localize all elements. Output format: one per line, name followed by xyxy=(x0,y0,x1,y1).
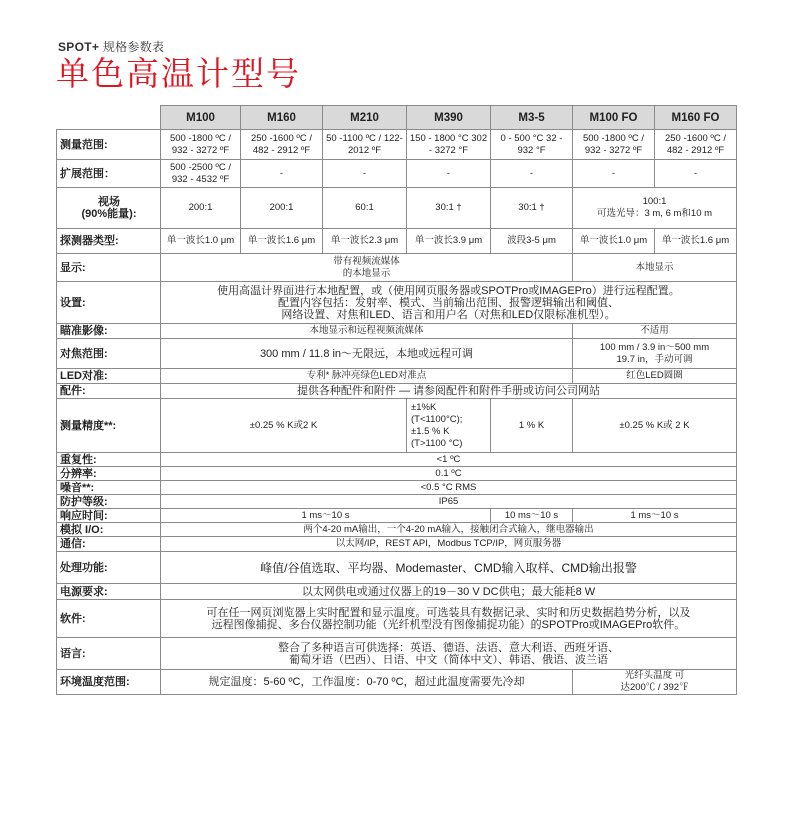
table-cell: 单一波长2.3 μm xyxy=(323,229,407,254)
table-row xyxy=(57,229,737,254)
table-cell xyxy=(573,188,737,229)
table-cell: 60:1 xyxy=(323,188,407,229)
cell-line: 可在任一网页浏览器上实时配置和显示温度。可选装具有数据记录、实时和历史数据趋势分析，以及 xyxy=(206,606,691,619)
table-cell: 500 -1800 ºC / 932 - 3272 ºF xyxy=(573,130,655,160)
row-label-line: 视场 xyxy=(98,196,120,208)
row-label: 重复性: xyxy=(57,453,161,467)
table-row xyxy=(57,537,737,552)
table-row xyxy=(57,467,737,481)
header-blank xyxy=(57,106,161,130)
table-row xyxy=(57,324,737,339)
table-cell: 波段3-5 μm xyxy=(491,229,573,254)
cell-line: ±1.5 % K xyxy=(411,425,450,437)
table-cell: 200:1 xyxy=(161,188,241,229)
table-row xyxy=(57,523,737,537)
table-cell: - xyxy=(241,160,323,188)
model-header: M100 xyxy=(161,106,241,130)
table-row xyxy=(57,638,737,670)
table-cell: - xyxy=(491,160,573,188)
table-cell: 单一波长1.6 μm xyxy=(655,229,737,254)
row-label: 探测器类型: xyxy=(57,229,161,254)
table-cell: 500 -1800 ºC / 932 - 3272 ºF xyxy=(161,130,241,160)
table-cell: 300 mm / 11.8 in～无限远，本地或远程可调 xyxy=(161,339,573,369)
table-cell: 红色LED圆圈 xyxy=(573,369,737,384)
table-row xyxy=(57,160,737,188)
table-cell: 单一波长1.0 μm xyxy=(161,229,241,254)
table-cell: <0.5 °C RMS xyxy=(161,481,737,495)
table-row xyxy=(57,552,737,584)
table-cell: 不适用 xyxy=(573,324,737,339)
row-label: 模拟 I/O: xyxy=(57,523,161,537)
cell-line: 远程图像捕捉、多台仪器控制功能（光纤机型没有图像捕捉功能）的SPOTPro或IMAGEPro软件。 xyxy=(211,618,686,631)
table-cell xyxy=(161,638,737,670)
table-row xyxy=(57,399,737,453)
row-label: 分辨率: xyxy=(57,467,161,481)
row-label: 测量精度**: xyxy=(57,399,161,453)
table-row xyxy=(57,481,737,495)
table-cell xyxy=(573,339,737,369)
table-cell: IP65 xyxy=(161,495,737,509)
row-label: 响应时间: xyxy=(57,509,161,523)
row-label: 噪音**: xyxy=(57,481,161,495)
row-label: LED对准: xyxy=(57,369,161,384)
row-label: 环境温度范围: xyxy=(57,670,161,695)
table-cell: 50 -1100 ºC / 122-2012 ºF xyxy=(323,130,407,160)
table-row xyxy=(57,495,737,509)
table-cell: 专利* 脉冲亮绿色LED对准点 xyxy=(161,369,573,384)
table-row xyxy=(57,369,737,384)
table-row xyxy=(57,453,737,467)
row-label: 电源要求: xyxy=(57,584,161,600)
table-cell: 1 ms～10 s xyxy=(161,509,491,523)
cell-line: 网络设置、对焦和LED、语言和用户名（对焦和LED仅限标准机型）。 xyxy=(281,308,616,321)
table-cell: 单一波长3.9 μm xyxy=(407,229,491,254)
row-label: 显示: xyxy=(57,254,161,282)
row-label xyxy=(57,188,161,229)
table-cell: 单一波长1.6 μm xyxy=(241,229,323,254)
model-header: M390 xyxy=(407,106,491,130)
table-cell: ±0.25 % K或 2 K xyxy=(573,399,737,453)
row-label: 软件: xyxy=(57,600,161,638)
cell-line: 的本地显示 xyxy=(342,267,391,279)
table-cell: - xyxy=(655,160,737,188)
table-cell: 两个4-20 mA输出，一个4-20 mA输入，接触闭合式输入，继电器输出 xyxy=(161,523,737,537)
row-label: 测量范围: xyxy=(57,130,161,160)
table-row xyxy=(57,384,737,399)
table-cell: 单一波长1.0 μm xyxy=(573,229,655,254)
cell-line: 达200℃ / 392℉ xyxy=(620,682,689,693)
cell-line: 100 mm / 3.9 in～500 mm xyxy=(599,341,710,353)
table-cell: 0 - 500 °C 32 - 932 °F xyxy=(491,130,573,160)
table-cell: 30:1 † xyxy=(491,188,573,229)
table-cell xyxy=(161,282,737,324)
table-cell: 250 -1600 ºC / 482 - 2912 ºF xyxy=(241,130,323,160)
cell-line: 葡萄牙语（巴西）、日语、中文（简体中文）、韩语、俄语、波兰语 xyxy=(289,653,608,666)
table-row xyxy=(57,509,737,523)
model-header-row xyxy=(57,106,737,130)
table-cell: 500 -2500 ºC / 932 - 4532 ºF xyxy=(161,160,241,188)
table-cell: 0.1 ºC xyxy=(161,467,737,481)
table-cell: 150 - 1800 °C 302 - 3272 °F xyxy=(407,130,491,160)
row-label: 瞄准影像: xyxy=(57,324,161,339)
table-cell: - xyxy=(573,160,655,188)
row-label: 处理功能: xyxy=(57,552,161,584)
table-cell: <1 ºC xyxy=(161,453,737,467)
table-cell: - xyxy=(323,160,407,188)
model-header: M100 FO xyxy=(573,106,655,130)
table-cell: 30:1 † xyxy=(407,188,491,229)
table-cell xyxy=(161,254,573,282)
table-row xyxy=(57,130,737,160)
table-cell: 以太网供电或通过仪器上的19－30 V DC供电；最大能耗8 W xyxy=(161,584,737,600)
table-cell: 本地显示 xyxy=(573,254,737,282)
table-cell: 1 % K xyxy=(491,399,573,453)
table-row xyxy=(57,282,737,324)
cell-line: (T>1100 °C) xyxy=(411,437,463,449)
model-header: M160 xyxy=(241,106,323,130)
brand-name: SPOT+ xyxy=(58,40,100,54)
spec-table xyxy=(56,105,737,695)
model-header: M3-5 xyxy=(491,106,573,130)
table-cell: 250 -1600 ºC / 482 - 2912 ºF xyxy=(655,130,737,160)
table-row xyxy=(57,670,737,695)
table-cell: 峰值/谷值选取、平均器、Modemaster、CMD输入取样、CMD输出报警 xyxy=(161,552,737,584)
row-label: 通信: xyxy=(57,537,161,552)
brand-subtitle: 规格参数表 xyxy=(99,40,165,54)
brand-line xyxy=(58,38,164,55)
table-cell: 本地显示和远程视频流媒体 xyxy=(161,324,573,339)
model-header: M210 xyxy=(323,106,407,130)
row-label: 对焦范围: xyxy=(57,339,161,369)
row-label: 配件: xyxy=(57,384,161,399)
page-title: 单色高温计型号 xyxy=(56,54,301,93)
table-cell: 提供各种配件和附件 — 请参阅配件和附件手册或访问公司网站 xyxy=(161,384,737,399)
table-cell: 以太网/IP，REST API，Modbus TCP/IP，网页服务器 xyxy=(161,537,737,552)
table-cell xyxy=(161,600,737,638)
cell-line: 整合了多种语言可供选择：英语、德语、法语、意大利语、西班牙语、 xyxy=(278,641,619,654)
model-header: M160 FO xyxy=(655,106,737,130)
table-row xyxy=(57,339,737,369)
cell-line: 光纤头温度 可 xyxy=(624,670,685,681)
table-cell: 1 ms～10 s xyxy=(573,509,737,523)
cell-line: 100:1 xyxy=(642,196,667,207)
cell-line: 19.7 in，手动可调 xyxy=(616,353,693,365)
cell-line: ±1%K (T<1100°C); xyxy=(411,401,463,425)
table-cell: 10 ms～10 s xyxy=(491,509,573,523)
cell-line: 配置内容包括：发射率、模式、当前输出范围、报警逻辑输出和阈值、 xyxy=(278,296,619,309)
table-cell xyxy=(407,399,491,453)
row-label: 扩展范围： xyxy=(57,160,161,188)
row-label: 语言: xyxy=(57,638,161,670)
table-cell: ±0.25 % K或2 K xyxy=(161,399,407,453)
table-row xyxy=(57,584,737,600)
table-cell xyxy=(573,670,737,695)
row-label: 设置: xyxy=(57,282,161,324)
table-row xyxy=(57,600,737,638)
table-cell: 规定温度：5-60 ºC，工作温度：0-70 ºC，超过此温度需要先冷却 xyxy=(161,670,573,695)
table-cell: 200:1 xyxy=(241,188,323,229)
cell-line: 带有视频流媒体 xyxy=(333,255,400,267)
table-cell: - xyxy=(407,160,491,188)
table-row xyxy=(57,188,737,229)
row-label-line: (90%能量): xyxy=(81,208,137,220)
cell-line: 可选光导：3 m, 6 m和10 m xyxy=(596,208,713,219)
table-row xyxy=(57,254,737,282)
row-label: 防护等级: xyxy=(57,495,161,509)
cell-line: 使用高温计界面进行本地配置，或（使用网页服务器或SPOTPro或IMAGEPro）进行远程配置。 xyxy=(217,284,680,297)
